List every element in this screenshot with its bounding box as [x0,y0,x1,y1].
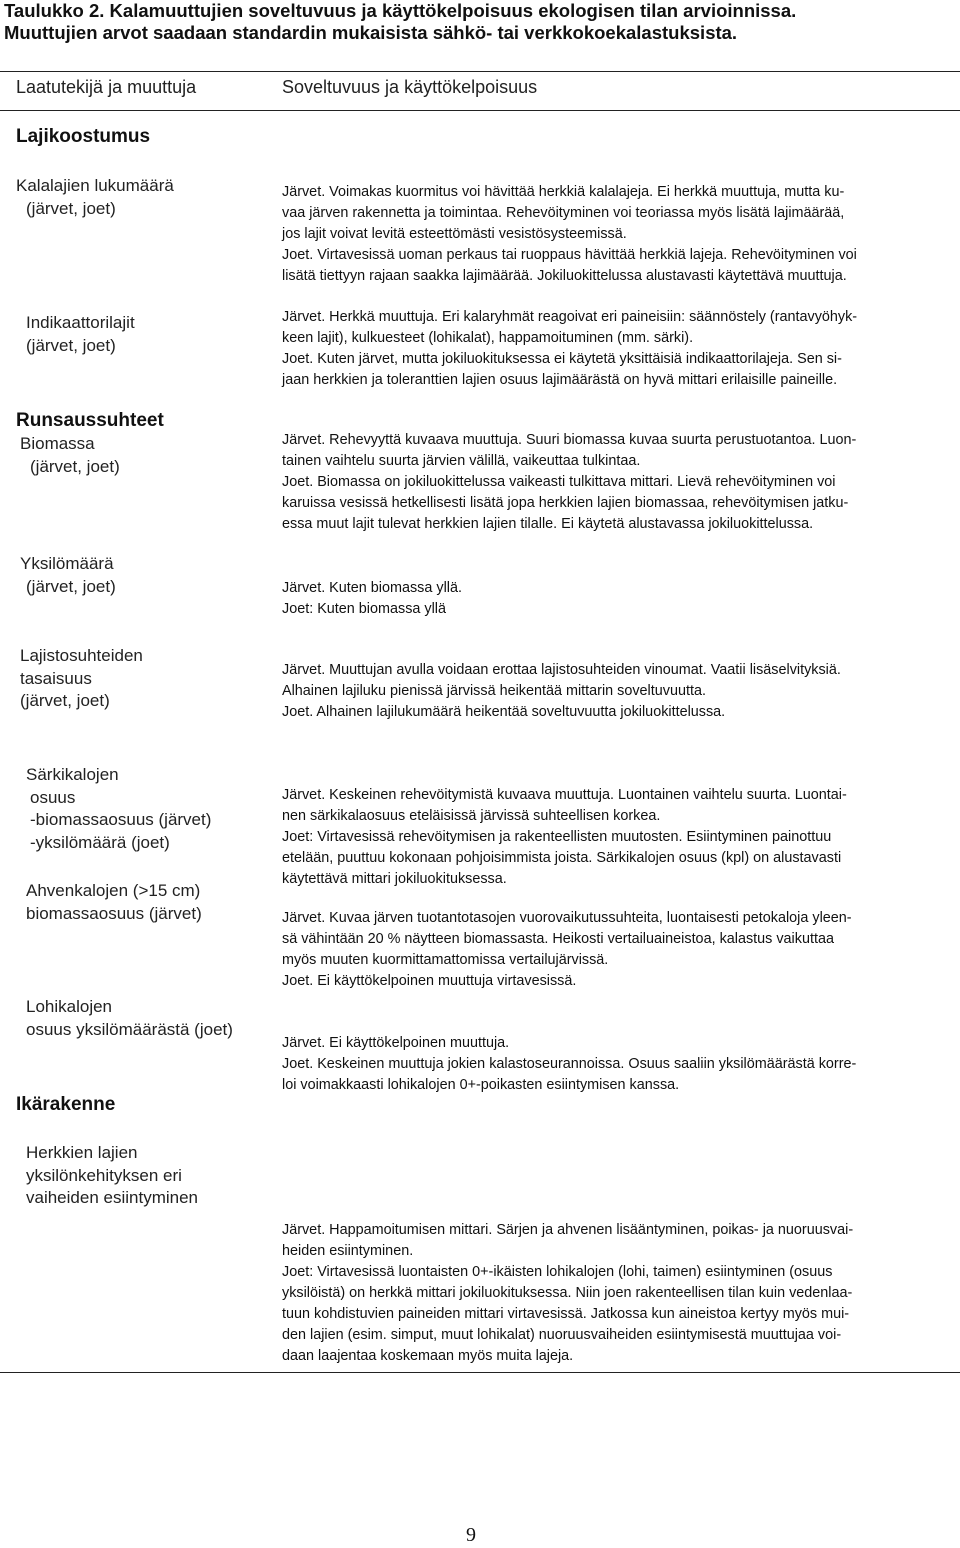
text-line: myös muuten kuormittamattomissa vertailujärvissä. [282,952,609,968]
label-line: Biomassa [20,434,95,453]
label-line: Ahvenkalojen (>15 cm) [26,881,201,900]
label-line: Yksilömäärä [20,554,114,573]
row-text-sarkikalojen [282,785,954,890]
row-label-lohikalojen [26,996,233,1041]
caption-line-2: Muuttujien arvot saadaan standardin mukaisista sähkö- tai verkkokoekalastuksista. [4,22,738,43]
text-line: keen lajit), kulkuesteet (lohikalat), happamoituminen (mm. särki). [282,330,694,346]
text-line: Joet. Biomassa on jokiluokittelussa vaikeasti tulkittava mittari. Lievä rehevöityminen voi [282,474,836,490]
label-line: (järvet, joet) [26,198,116,218]
page-number: 9 [466,1524,476,1546]
row-label-indikaattori [26,312,135,357]
text-line: Järvet. Voimakas kuormitus voi hävittää herkkiä kalalajeja. Ei herkkä muuttuja, mutta ku- [282,184,845,200]
label-line: vaiheiden esiintyminen [26,1188,198,1207]
text-line: Järvet. Muuttujan avulla voidaan erottaa lajistosuhteiden vinoumat. Vaatii lisäselvityksiä. [282,662,841,678]
row-label-biomassa [20,433,120,478]
label-line: osuus [30,787,76,807]
section-runsaussuhteet: Runsaussuhteet [16,410,164,431]
row-text-kalalajien [282,182,954,287]
text-line: Alhainen lajiluku pienissä järvissä heikentää mittarin soveltuvuutta. [282,683,706,699]
label-line: -biomassaosuus (järvet) [30,810,212,829]
text-line: yksilöistä) on herkkä mittari jokiluokituksessa. Niin joen rakenteellisen tilan kuin vedenlaa- [282,1285,853,1301]
text-line: Järvet. Rehevyyttä kuvaava muuttuja. Suuri biomassa kuvaa suurta perustuotantoa. Luon- [282,432,857,448]
text-line: etelään, puuttuu kokonaan pohjoisimmista joista. Särkikalojen osuus (kpl) on alustavasti [282,850,842,866]
row-label-yksilomaara [20,553,116,598]
label-line: tasaisuus [20,668,92,688]
label-line: Herkkien lajien [26,1143,138,1162]
text-line: Joet. Virtavesissä uoman perkaus tai ruoppaus hävittää herkkiä lajeja. Rehevöityminen voi [282,247,857,263]
text-line: Järvet. Keskeinen rehevöitymistä kuvaava muuttuja. Luontainen vaihtelu suurta. Luontai- [282,787,847,803]
label-line: Kalalajien lukumäärä [16,176,174,195]
section-ikarakenne: Ikärakenne [16,1094,116,1115]
text-line: Järvet. Kuten biomassa yllä. [282,580,462,596]
row-label-sarkikalojen [26,764,211,854]
row-text-lajistosuhteiden [282,660,954,723]
row-text-herkkien [282,1220,954,1367]
text-line: Järvet. Ei käyttökelpoinen muuttuja. [282,1035,510,1051]
text-line: sä vähintään 20 % näytteen biomassasta. Heikosti vertailuaineistoa, kalastus vaikuttaa [282,931,834,947]
text-line: lisätä tiettyyn rajaan saakka lajimäärää. Jokiluokittelussa alustavasti käytettävä muuttuja. [282,268,847,284]
caption-line-1: Taulukko 2. Kalamuuttujien soveltuvuus ja käyttökelpoisuus ekologisen tilan arvioinnissa. [4,0,797,21]
table-caption [4,0,954,44]
label-line: (järvet, joet) [26,576,116,596]
label-line: Indikaattorilajit [26,313,135,332]
label-line: osuus yksilömäärästä (joet) [26,1019,233,1039]
text-line: karuissa vesissä hetkellisesti lisätä jopa herkkien lajien biomassaa, rehevöitymisen jatku- [282,495,849,511]
text-line: Joet. Kuten järvet, mutta jokiluokituksessa ei käytetä yksittäisiä indikaattorilajeja. Sen si- [282,351,842,367]
text-line: loi voimakkaasti lohikalojen 0+-poikasten esiintymisen kanssa. [282,1077,680,1093]
text-line: käytettävä mittari jokiluokituksessa. [282,871,507,887]
text-line: jaan herkkien ja toleranttien lajien osuus lajimäärästä on hyvä mittari erilaisille paineille. [282,372,838,388]
header-column-2: Soveltuvuus ja käyttökelpoisuus [282,77,538,97]
row-label-ahvenkalojen [26,880,202,925]
text-line: vaa järven rakennetta ja toimintaa. Rehevöityminen voi teoriassa myös lisätä lajimäärää, [282,205,845,221]
text-line: Joet: Virtavesissä rehevöitymisen ja rakenteellisten muutosten. Esiintyminen painottuu [282,829,832,845]
row-text-yksilomaara [282,578,954,620]
text-line: nen särkikalaosuus eteläisissä järvissä suhteellisen korkea. [282,808,661,824]
text-line: Järvet. Kuvaa järven tuotantotasojen vuorovaikutussuhteita, luontaisesti petokaloja yleen- [282,910,852,926]
row-text-ahvenkalojen [282,908,954,992]
text-line: den lajien (esim. simput, muut lohikalat) nuoruusvaiheiden esiintymisestä muuttujaa voi- [282,1327,842,1343]
label-line: Särkikalojen [26,765,119,784]
row-text-biomassa [282,430,954,535]
text-line: Joet. Alhainen lajilukumäärä heikentää soveltuvuutta jokiluokittelussa. [282,704,726,720]
text-line: tainen vaihtelu suurta järvien välillä, vaikeuttaa tulkintaa. [282,453,641,469]
header-bottom-rule [0,110,960,111]
text-line: essa muut lajit tulevat herkkien lajien tilalle. Ei käytetä alustavassa jokiluokittelussa. [282,516,814,532]
label-line: Lajistosuhteiden [20,646,143,665]
text-line: Järvet. Herkkä muuttuja. Eri kalaryhmät reagoivat eri paineisiin: säännöstely (rantavyöhyk- [282,309,858,325]
row-label-lajistosuhteiden [20,645,143,713]
label-line: (järvet, joet) [26,335,116,355]
text-line: Järvet. Happamoitumisen mittari. Särjen ja ahvenen lisääntyminen, poikas- ja nuoruusvai- [282,1222,854,1238]
text-line: Joet. Ei käyttökelpoinen muuttuja virtavesissä. [282,973,577,989]
header-column-1: Laatutekijä ja muuttuja [16,77,197,97]
label-line: -yksilömäärä (joet) [30,832,170,852]
text-line: Joet: Kuten biomassa yllä [282,601,446,617]
row-text-indikaattori [282,307,954,391]
row-label-kalalajien [16,175,174,220]
text-line: daan laajentaa koskemaan myös muita lajeja. [282,1348,574,1364]
header-top-rule [0,71,960,72]
section-lajikoostumus: Lajikoostumus [16,126,151,147]
label-line: (järvet, joet) [20,691,110,710]
label-line: (järvet, joet) [30,456,120,476]
text-line: tuun kohdistuvien paineiden mittari virtavesissä. Jatkossa kun aineistoa kertyy myös mui- [282,1306,850,1322]
label-line: yksilönkehityksen eri [26,1165,182,1185]
text-line: Joet: Virtavesissä luontaisten 0+-ikäisten lohikalojen (lohi, taimen) esiintyminen (osuus [282,1264,833,1280]
table-bottom-rule [0,1372,960,1373]
label-line: biomassaosuus (järvet) [26,903,202,923]
text-line: Joet. Keskeinen muuttuja jokien kalastoseurannoissa. Osuus saaliin yksilömäärästä korre- [282,1056,857,1072]
text-line: heiden esiintyminen. [282,1243,414,1259]
text-line: jos lajit voivat levitä esteettömästi vesistösysteemissä. [282,226,627,242]
row-label-herkkien [26,1142,198,1210]
row-text-lohikalojen [282,1033,954,1096]
label-line: Lohikalojen [26,997,113,1016]
